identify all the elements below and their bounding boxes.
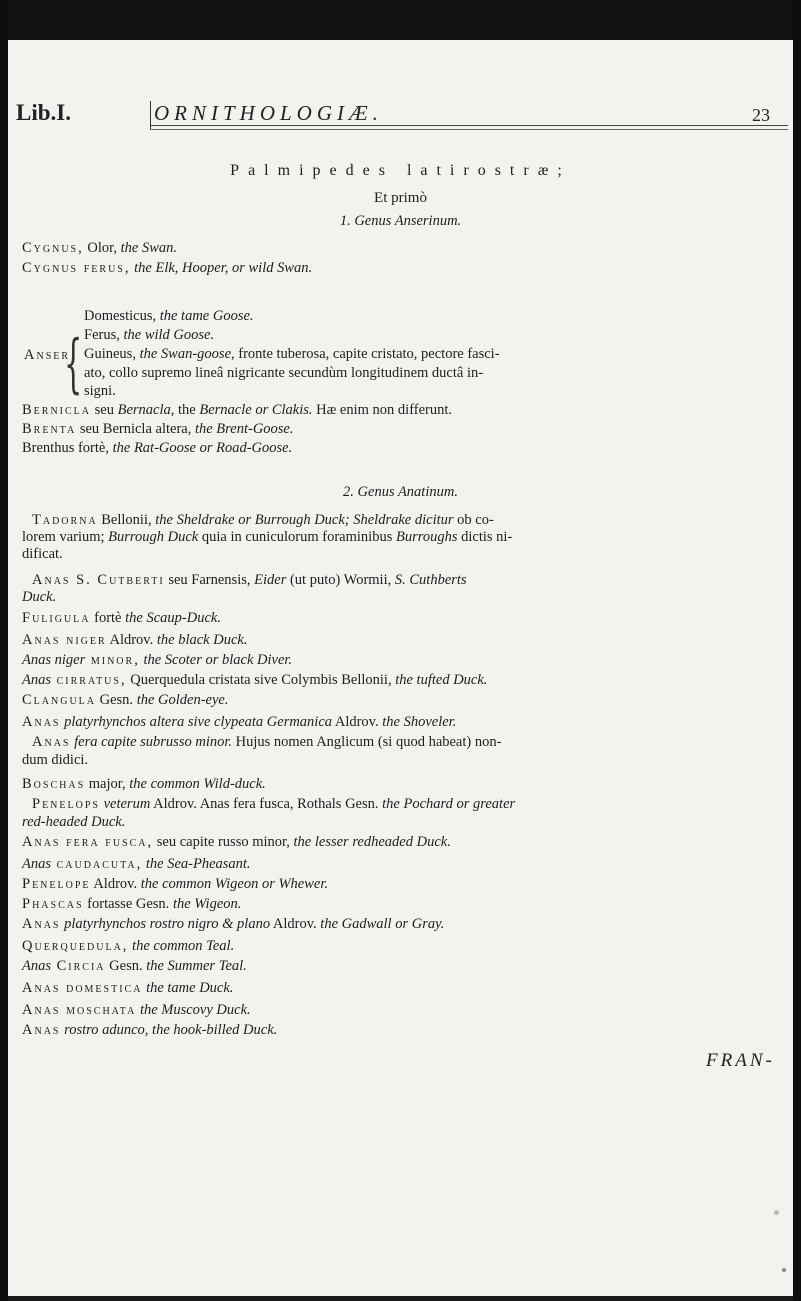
species-entry: [22, 814, 125, 831]
anser-continuation: [84, 383, 116, 400]
species-entry-sc: caudacuta,: [51, 856, 143, 872]
species-entry-rest: Olor,: [83, 240, 121, 256]
species-entry-sc: Anas: [22, 916, 61, 932]
species-entry-rest: Aldrov.: [270, 916, 321, 932]
species-entry-it2: Sheldrake dicitur: [349, 512, 454, 528]
species-entry-it: the Elk, Hooper, or wild Swan.: [134, 260, 313, 276]
species-entry-rest: Bellonii,: [97, 512, 156, 528]
anser-subentry-it: the Swan-goose,: [139, 346, 235, 362]
anser-subentry-rest: Guineus,: [84, 346, 140, 362]
species-entry-rest2: ob co-: [453, 512, 494, 528]
species-entry-it: the Golden-eye.: [136, 692, 229, 708]
species-entry: [22, 856, 251, 873]
species-entry-rest: fortè: [90, 610, 126, 626]
anser-subentry-rest: Domesticus,: [84, 308, 160, 324]
species-entry-sc: Anas niger: [22, 632, 107, 648]
species-entry-it: rostro adunco, the hook-billed Duck.: [60, 1022, 278, 1038]
species-entry-rest: lorem varium;: [22, 529, 109, 545]
species-entry-it: the Swan.: [120, 240, 178, 256]
species-entry-sc: cirratus,: [51, 672, 127, 688]
species-entry-sc: Querquedula,: [22, 938, 129, 954]
species-entry: [22, 672, 487, 689]
species-entry-it2: the tufted Duck.: [395, 672, 488, 688]
species-entry-it: Anas niger: [22, 652, 86, 668]
species-entry-it: the Rat-Goose or Road-Goose.: [112, 440, 293, 456]
species-entry-sc: Penelope: [22, 876, 91, 892]
species-entry-it: the common Wild-duck.: [129, 776, 266, 792]
species-entry: [22, 834, 451, 851]
species-entry-it: Bernacla,: [117, 402, 175, 418]
species-entry-it2: Bernacle or Clakis.: [199, 402, 313, 418]
species-entry-it: red-headed Duck.: [22, 814, 126, 830]
running-head: [16, 100, 786, 128]
species-entry-rest: Querquedula cristata sive Colymbis Bellonii,: [126, 672, 396, 688]
species-entry-rest3: Hæ enim non differunt.: [312, 402, 453, 418]
species-entry-sc: Anas: [22, 1022, 61, 1038]
species-entry-it: veterum: [99, 796, 151, 812]
anser-subentry: [84, 327, 214, 344]
species-entry-sc: Phascas: [22, 896, 84, 912]
species-entry-it: Anas: [22, 856, 51, 872]
species-entry: [22, 402, 452, 419]
species-entry-it: fera capite subrusso minor.: [70, 734, 233, 750]
species-entry-rest: dum didici.: [22, 752, 89, 768]
species-entry: [22, 896, 241, 913]
species-entry-sc: Anas domestica: [22, 980, 143, 996]
species-entry-it: Anas: [22, 672, 51, 688]
species-entry-it2: the Shoveler.: [382, 714, 457, 730]
species-entry-rest: seu: [91, 402, 118, 418]
species-entry-sc: Bernicla: [22, 402, 92, 418]
species-entry-it: platyrhynchos rostro nigro & plano: [60, 916, 271, 932]
scan-border-top: [0, 0, 801, 40]
species-entry-sc: Anas: [22, 714, 61, 730]
species-entry: [22, 260, 312, 277]
scan-border-right: [793, 0, 801, 1301]
brace-symbol: {: [64, 327, 83, 401]
species-entry-sc: Clangula: [22, 692, 96, 708]
species-entry-it2: the Pochard or greater: [382, 796, 516, 812]
species-entry-sc: Anas S. Cutberti: [32, 572, 165, 588]
species-entry-it2: the Scoter or black Diver.: [139, 652, 293, 668]
species-entry: [22, 938, 234, 955]
species-entry: [22, 632, 247, 649]
species-entry: [22, 776, 266, 793]
genus-heading-anatinum: 2. Genus Anatinum.: [343, 484, 458, 500]
species-entry-sc: Cygnus,: [22, 240, 84, 256]
species-entry-it: the Wigeon.: [172, 896, 242, 912]
species-entry-it: Burrough Duck: [108, 529, 199, 545]
header-rule-secondary: [150, 129, 788, 130]
species-entry: [22, 610, 221, 627]
species-entry-it: Anas: [22, 958, 51, 974]
species-entry: [22, 714, 456, 731]
scan-border-left: [0, 0, 8, 1301]
species-entry-it: platyrhynchos altera sive clypeata Germanica: [60, 714, 333, 730]
anser-continuation-rest: ato, collo supremo lineâ nigricante secundùm longitudinem ductâ in-: [84, 365, 484, 381]
anser-subentry-it: the wild Goose.: [123, 327, 215, 343]
anser-subentry-rest2: fronte tuberosa, capite cristato, pectore fasci-: [234, 346, 500, 362]
species-entry-it: the Sheldrake or Burrough Duck;: [155, 512, 350, 528]
species-entry: [22, 529, 512, 546]
species-entry-it2: the Gadwall or Gray.: [320, 916, 445, 932]
species-entry-rest2: quia in cuniculorum foraminibus: [198, 529, 396, 545]
species-entry: [22, 240, 177, 257]
species-entry-rest: major,: [85, 776, 130, 792]
species-entry-sc: Boschas: [22, 776, 86, 792]
species-entry-it: Duck.: [22, 589, 57, 605]
species-entry-rest: Aldrov.: [90, 876, 141, 892]
species-entry: [22, 1022, 277, 1039]
species-entry-rest: seu Farnensis,: [164, 572, 255, 588]
species-entry: [22, 752, 88, 769]
species-entry-rest: dificat.: [22, 546, 63, 562]
anser-subentry-it: the tame Goose.: [159, 308, 254, 324]
species-entry: [22, 652, 292, 669]
species-entry-rest: Gesn.: [105, 958, 147, 974]
page-number: 23: [752, 105, 770, 125]
species-entry-rest: Aldrov.: [332, 714, 383, 730]
species-entry-it2: the Summer Teal.: [146, 958, 247, 974]
species-entry-sc: minor,: [85, 652, 140, 668]
running-title: ORNITHOLOGIÆ.: [154, 101, 383, 125]
species-entry: [22, 980, 233, 997]
species-entry-sc: Circia: [51, 958, 106, 974]
anser-label: Anser: [24, 347, 71, 363]
species-entry: [22, 589, 56, 606]
species-entry-it: the common Teal.: [128, 938, 235, 954]
section-subtitle: Et primò: [374, 190, 427, 206]
species-entry: [22, 1002, 251, 1019]
anser-subentry-rest: Ferus,: [84, 327, 124, 343]
anser-subentry: [84, 308, 254, 325]
species-entry-rest: seu Bernicla altera,: [76, 421, 195, 437]
species-entry-sc: Penelops: [32, 796, 100, 812]
species-entry-sc: Fuligula: [22, 610, 91, 626]
species-entry-it: the Scaup-Duck.: [125, 610, 221, 626]
anser-subentry: [84, 346, 500, 363]
catchword: FRAN-: [706, 1050, 775, 1071]
species-entry-sc: Anas fera fusca,: [22, 834, 154, 850]
species-entry-it: the Brent-Goose.: [194, 421, 294, 437]
species-entry: [22, 440, 292, 457]
species-entry: [22, 421, 294, 438]
section-title: Palmipedes latirostræ;: [230, 162, 571, 179]
species-entry: [32, 572, 467, 589]
species-entry: [32, 796, 515, 813]
species-entry-sc: Anas moschata: [22, 1002, 137, 1018]
species-entry-sc: Cygnus ferus,: [22, 260, 131, 276]
species-entry-rest: seu capite russo minor,: [153, 834, 294, 850]
species-entry-it2: S. Cuthberts: [394, 572, 467, 588]
species-entry: [22, 876, 328, 893]
header-rule: [150, 125, 788, 126]
species-entry-it2: Burroughs: [395, 529, 458, 545]
species-entry-rest2: (ut puto) Wormii,: [286, 572, 395, 588]
species-entry-rest: Brenthus fortè,: [22, 440, 113, 456]
species-entry: [22, 916, 444, 933]
species-entry-it2: the Sea-Pheasant.: [142, 856, 251, 872]
species-entry: [22, 546, 63, 563]
species-entry-rest: Hujus nomen Anglicum (si quod habeat) non-: [232, 734, 502, 750]
species-entry-rest: Gesn.: [96, 692, 137, 708]
genus-heading: 1. Genus Anserinum.: [339, 213, 462, 229]
species-entry-it: the lesser redheaded Duck.: [293, 834, 451, 850]
species-entry-sc: Tadorna: [32, 512, 98, 528]
scan-speck: [782, 1268, 786, 1272]
species-entry-it: the black Duck.: [156, 632, 248, 648]
species-entry-rest: fortasse Gesn.: [83, 896, 173, 912]
species-entry: [32, 512, 494, 529]
species-entry-rest: Aldrov. Anas fera fusca, Rothals Gesn.: [150, 796, 383, 812]
species-entry-sc: Brenta: [22, 421, 77, 437]
book-number: Lib.I.: [16, 100, 71, 125]
species-entry-it: the Muscovy Duck.: [136, 1002, 251, 1018]
species-entry-it: the tame Duck.: [142, 980, 234, 996]
scan-speck: [774, 1210, 779, 1215]
species-entry-rest3: dictis ni-: [457, 529, 513, 545]
anser-continuation-rest: signi.: [84, 383, 116, 399]
species-entry-it: Eider: [254, 572, 287, 588]
species-entry-rest: Aldrov.: [106, 632, 157, 648]
species-entry: [32, 734, 501, 751]
species-entry-sc: Anas: [32, 734, 71, 750]
anser-continuation: [84, 365, 483, 382]
species-entry: [22, 692, 228, 709]
species-entry: [22, 958, 247, 975]
species-entry-it: the common Wigeon or Whewer.: [140, 876, 328, 892]
species-entry-rest2: the: [174, 402, 200, 418]
